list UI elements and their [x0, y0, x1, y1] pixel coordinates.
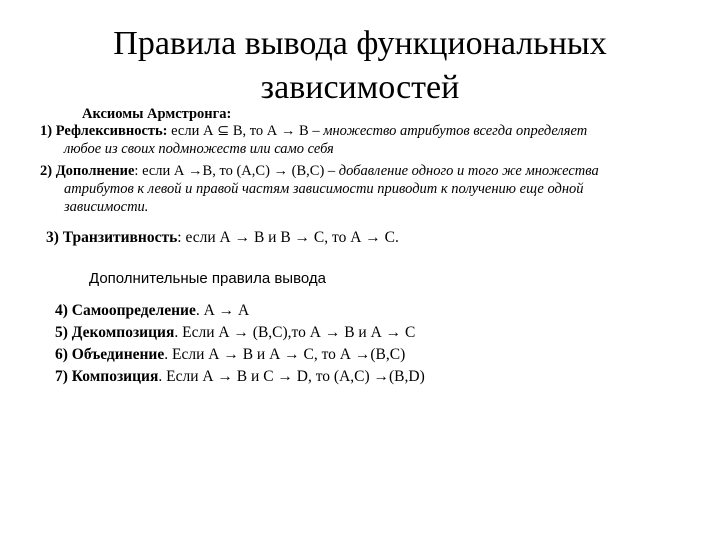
extra-rules-heading: Дополнительные правила вывода	[89, 270, 326, 287]
rule-augmentation-note-cont-1: атрибутов к левой и правой частям зависимости приводит к получению еще одной	[64, 181, 584, 197]
rule-transitivity	[46, 229, 399, 247]
rule-self-determination-name: 4) Самоопределение	[55, 302, 196, 319]
rule-augmentation-formula: : если А →В, то (А,С) → (В,С)	[134, 163, 325, 179]
rule-composition-formula: . Если А → В и С → D, то (А,С) →(В,D)	[158, 368, 425, 385]
rule-reflexivity-note-cont: любое из своих подмножеств или само себя	[64, 141, 334, 157]
rule-reflexivity-formula: если А ⊆ В, то А → В	[167, 123, 309, 139]
rule-decomposition-name: 5) Декомпозиция	[55, 324, 175, 341]
rule-composition-name: 7) Композиция	[55, 368, 159, 385]
rule-union	[55, 346, 405, 364]
armstrong-heading: Аксиомы Армстронга:	[82, 106, 232, 122]
title-line-2: зависимостей	[260, 69, 460, 106]
rule-decomposition	[55, 324, 415, 342]
rule-reflexivity-note: – множество атрибутов всегда определяет	[308, 123, 588, 139]
rule-reflexivity	[40, 122, 587, 140]
rule-self-determination	[55, 302, 249, 320]
rule-decomposition-formula: . Если А → (В,С),то А → В и А → С	[174, 324, 416, 341]
rule-augmentation-name: 2) Дополнение	[40, 163, 135, 179]
rule-self-determination-formula: . А → А	[195, 302, 250, 319]
rule-union-name: 6) Объединение	[55, 346, 165, 363]
rule-composition	[55, 368, 425, 386]
rule-union-formula: . Если А → В и А → С, то А →(В,С)	[164, 346, 406, 363]
rule-reflexivity-name: 1) Рефлексивность:	[40, 123, 168, 139]
rule-transitivity-formula: : если А → В и В → С, то А → С.	[177, 229, 399, 246]
title-line-1: Правила вывода функциональных	[113, 25, 607, 62]
rule-augmentation-note-cont-2: зависимости.	[64, 199, 149, 215]
rule-augmentation-note: – добавление одного и того же множества	[324, 163, 599, 179]
rule-augmentation	[40, 162, 599, 180]
rule-transitivity-name: 3) Транзитивность	[46, 229, 178, 246]
